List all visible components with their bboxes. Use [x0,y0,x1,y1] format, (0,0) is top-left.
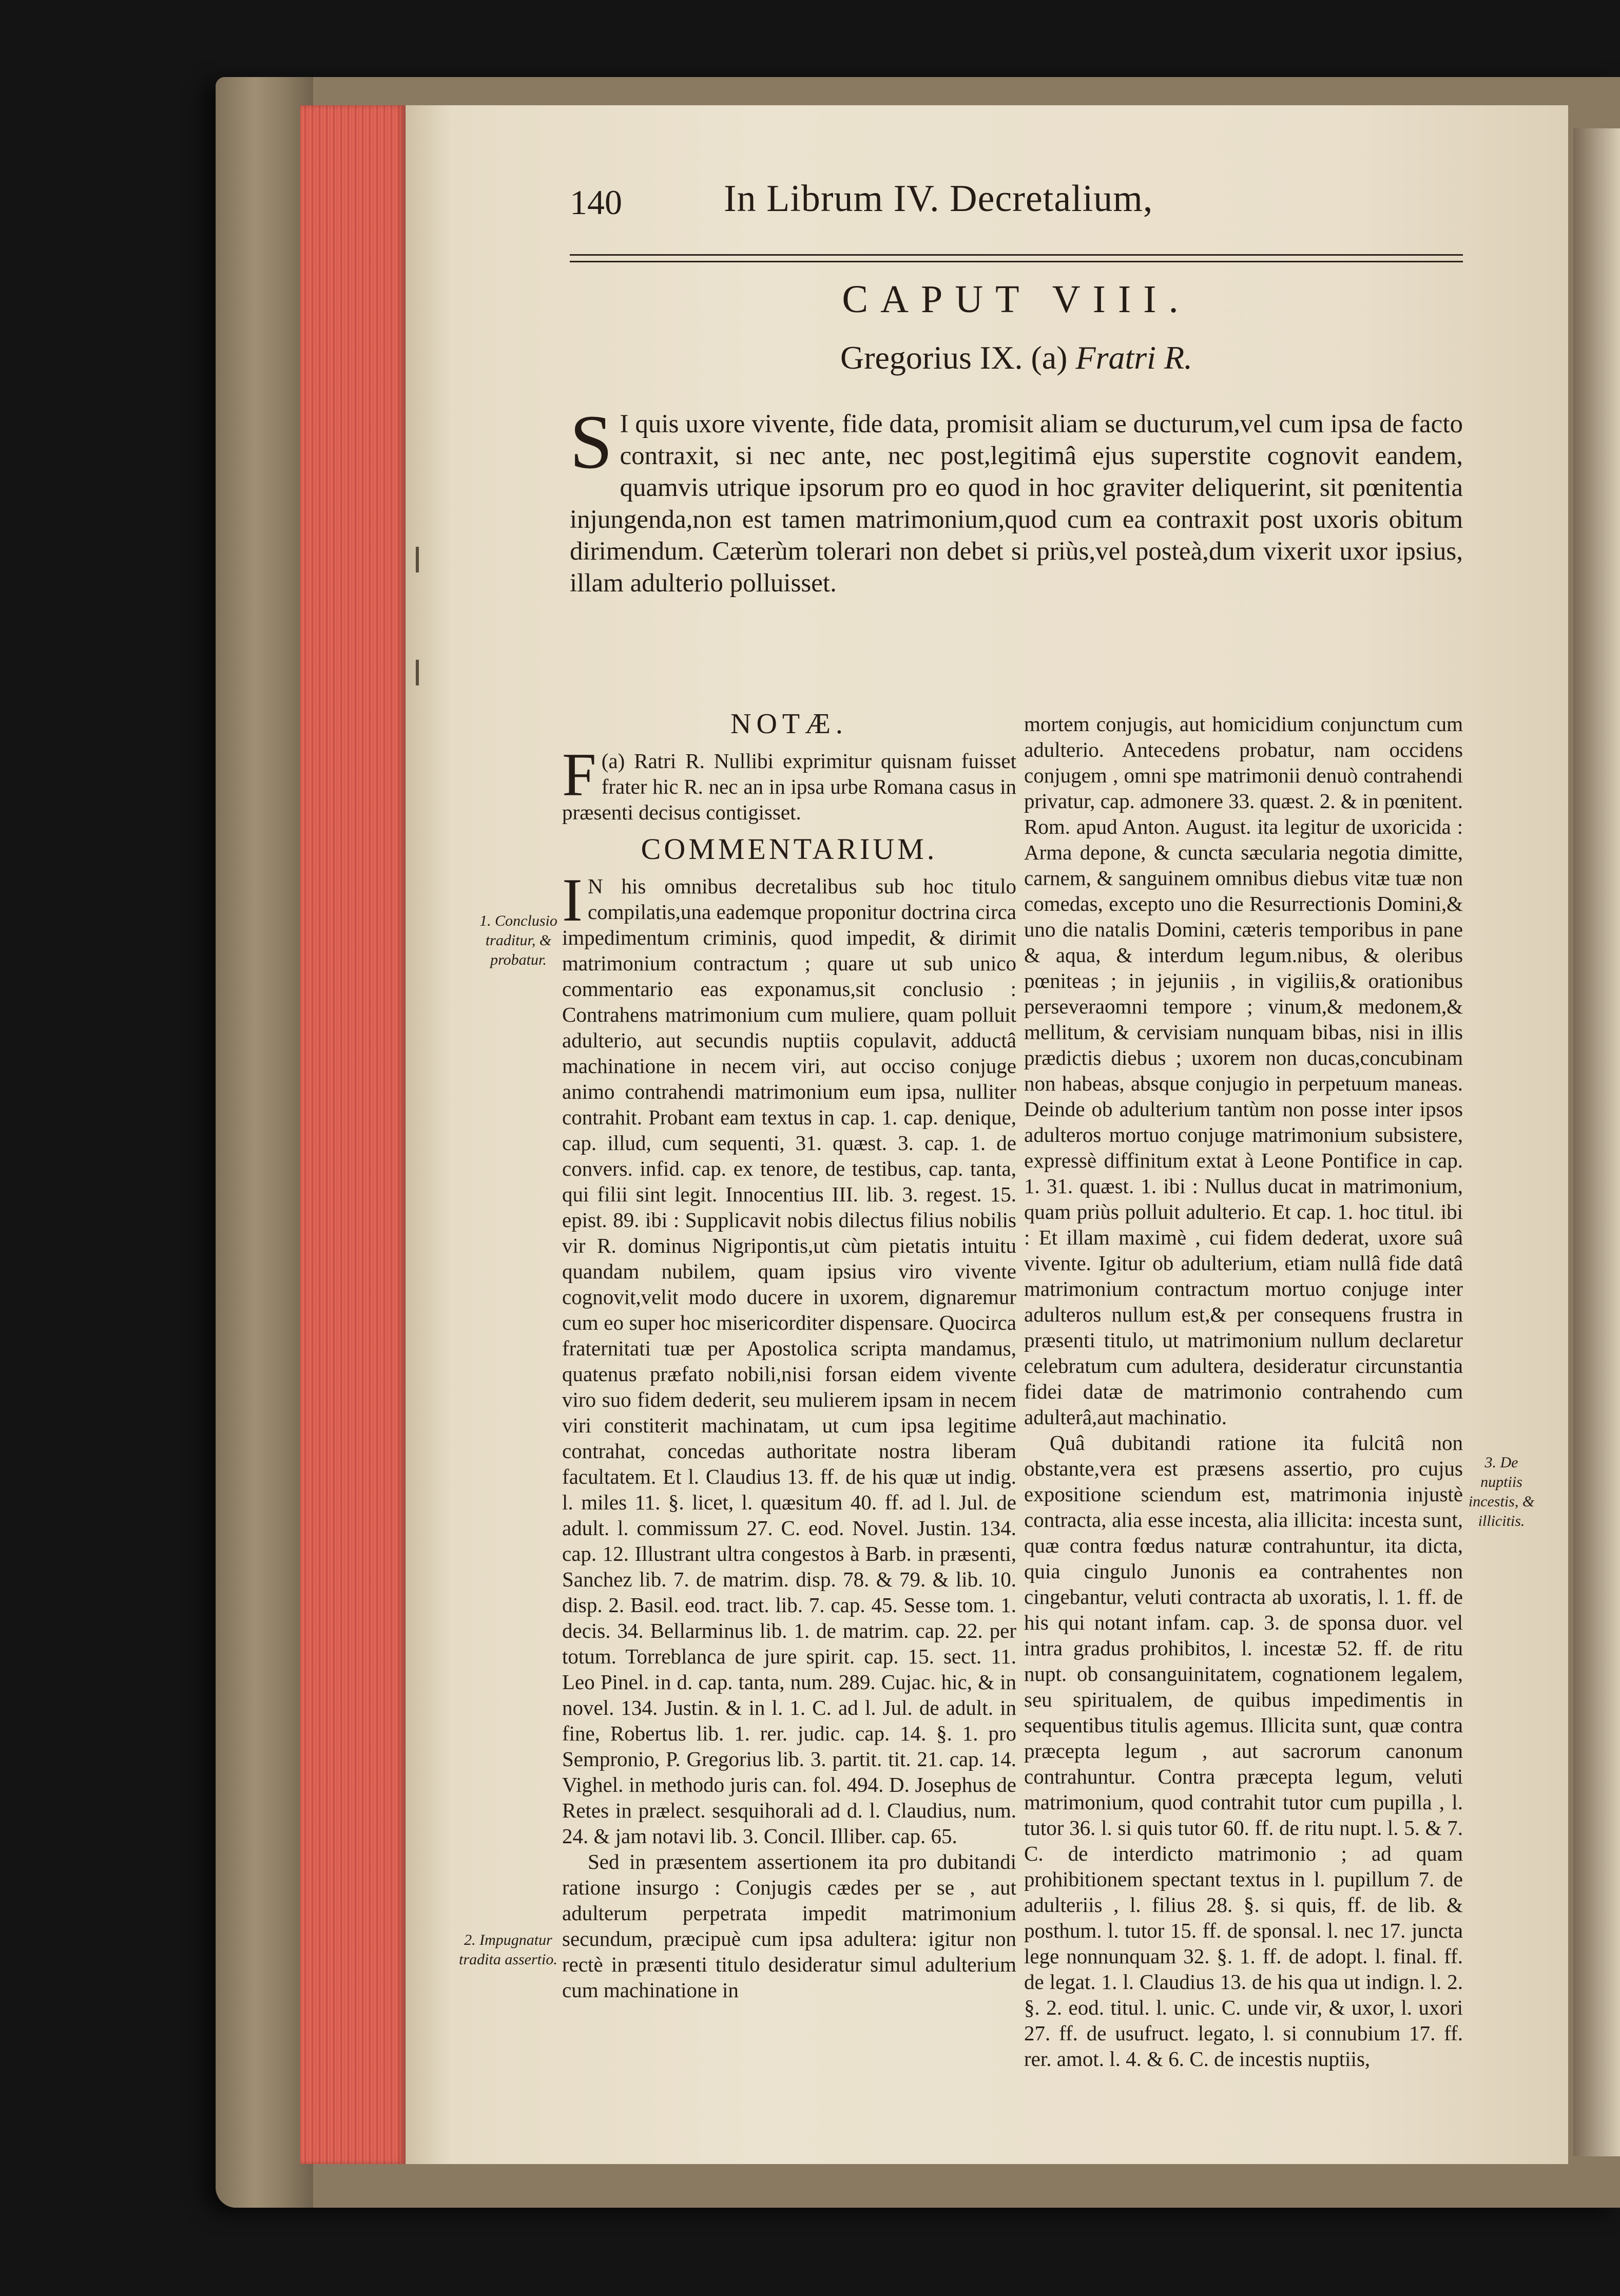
left-column [562,708,1016,2003]
binding-mark [416,660,419,685]
margin-note-2: 2. Impugnatur tradita assertio. [459,1931,557,1968]
right-column [1024,711,1463,2072]
decretal-dropcap: S [570,399,613,485]
commentarium-text-1: N his omnibus decretalibus sub hoc titulo compilatis,una eademque proponitur doctrina circa impedimentum criminis, quod impedit, & dirimit matrimonium contractum ; quare ut sub unico commentario eas exponamus,sit conclusio : Contrahens matrimonium cum muliere, quam polluit adulterio, aut secundis nuptiis copulavit, adductâ machinatione in necem viri, aut occiso conjuge animo contrahendi matrimonium eum ipsa, nulliter contrahit. Probant eam textus in cap. 1. cap. denique, cap. illud, cum sequenti, 31. quæst. 3. cap. 1. de convers. infid. cap. ex tenore, de testibus, cap. tanta, qui filii sint legit. Innocentius III. lib. 3. regest. 15. epist. 89. ibi : Supplicavit nobis dilectus filius nobilis vir R. dominus Nigripontis,ut cùm pietatis intuitu quandam nubilem, quam ipsius viro vivente cognovit,velit modo ducere in uxorem, dignaremur cum eo super hoc misericorditer dispensare. Quocirca fraternitati tuæ per Apostolica scripta mandamus, quatenus præfato nobili,nisi forsan eidem vivente viro suo fidem dederit, seu mulierem ipsam in necem viri constiterit machinatam, ut cum ipsa legitime contrahat, concedas authoritate nostra liberam facultatem. Et l. Claudius 13. ff. de his quæ ut indig. l. miles 11. §. licet, l. quæsitum 40. ff. ad l. Jul. de adult. l. commissum 27. C. eod. Novel. Justin. 134. cap. 12. Illustrant ultra congestos à Barb. in præsenti, Sanchez lib. 7. de matrim. disp. 78. & 79. & lib. 10. disp. 2. Basil. eod. tract. lib. 7. cap. 45. Sesse tom. 1. decis. 34. Bellarminus lib. 1. de matrim. cap. 22. per totum. Torreblanca de jure spirit. cap. 15. sect. 11. Leo Pinel. in d. cap. tanta, num. 289. Cujac. hic, & in novel. 134. Justin. & in l. 1. C. ad l. Jul. de adult. in fine, Robertus lib. 1. rer. judic. cap. 14. §. 1. pro Sempronio, P. Gregorius lib. 3. partit. tit. 21. cap. 14. Vighel. in methodo juris can. fol. 494. D. Josephus de Retes in prælect. sesquihorali ad d. l. Claudius, num. 24. & jam notavi lib. 3. Concil. Illiber. cap. 65. [562,874,1016,1848]
chapter-title: CAPUT VIII. [842,278,1191,321]
notae-title: NOTÆ. [730,708,848,740]
notae-paragraph [562,740,1016,825]
notae-marker: (a) [601,749,625,773]
page [406,105,1568,2164]
chapter-subtitle [570,339,1463,377]
header-rule [570,254,1463,262]
book-cover-edge [216,77,313,2208]
commentarium-paragraph-4: Quâ dubitandi ratione ita fulcitâ non obstante,vera est præsens assertio, pro cujus expositione sciendum est, matrimonia injustè contracta, alia esse incesta, alia illicita: incesta sunt, quæ contra fœdus naturæ contrahuntur, ita dicta, quia cingulo Junonis ea contrahentes non cingebantur, veluti contracta ab uxoratis, l. 1. ff. de his qui notant infam. cap. 3. de sponsa duor. vel intra gradus prohibitos, l. incestæ 52. ff. de ritu nupt. ob consanguinitatem, cognationem legalem, seu spiritualem, de quibus impedimentis in sequentibus titulis agemus. Illicita sunt, quæ contra præcepta legum , aut sacrorum canonum contrahuntur. Contra præcepta legum, veluti matrimonium, quod contrahit tutor cum pupilla , l. tutor 36. l. si quis tutor 60. ff. de ritu nupt. l. 5. & 7. C. de interdicto matrimonio ; ad quam prohibitionem spectant textus in l. pupillum 7. de adulteriis , l. filius 28. §. si quis, ff. de lib. & posthum. l. tutor 15. ff. de sponsal. l. nec 17. juncta lege nonnunquam 32. §. 1. ff. de adopt. l. final. ff. de legat. 1. l. Claudius 13. de his qua ut indign. l. 2. §. 2. eod. titul. l. unic. C. unde vir, & uxor, l. uxori 27. ff. de usufruct. legato, l. si connubium 17. ff. rer. amot. l. 4. & 6. C. de incestis nuptiis, [1024,1431,1463,2071]
notae-text: Ratri R. Nullibi exprimitur quisnam fuisset frater hic R. nec an in ipsa urbe Romana casus in præsenti decisus contigisset. [562,749,1016,824]
commentarium-title: COMMENTARIUM. [641,832,938,866]
binding-mark [416,547,419,572]
subtitle-recipient: Fratri R. [1075,339,1193,376]
margin-note-3: 3. De nuptiis incestis, & illicitis. [1468,1454,1535,1529]
notae-dropcap: F [562,740,596,809]
page-header [570,178,1371,234]
commentarium-paragraph-2: Sed in præsentem assertionem ita pro dubitandi ratione insurgo : Conjugis cædes per se , aut adulterum perpetrata impedit matrimonium secundum, præcipuè cum ipsa adultera: igitur non rectè in præsenti titulo desideratur simul adulterium cum machinatione in [562,1850,1016,2002]
commentarium-paragraph-3: mortem conjugis, aut homicidium conjunctum cum adulterio. Antecedens probatur, nam occidens conjugem , omni spe matrimonii denuò contrahendi privatur, cap. admonere 33. quæst. 2. & in pœnitent. Rom. apud Anton. August. ita legitur de uxoricida : Arma depone, & cuncta sæcularia negotia dimitte, carnem, & sanguinem omnibus diebus vitæ tuæ non comedas, excepto uno die Resurrectionis Domini,& uno die natalis Domini, cæteris temporibus in pane & aqua, & interdum legum.nibus, & oleribus pœniteas ; in jejuniis , in vigiliis,& orationibus perseveraomni tempore ; vinum,& medonem,& mellitum, & cervisiam nunquam bibas, nisi in illis prædictis diebus ; uxorem non ducas,concubinam non habeas, absque conjugio in perpetuum maneas. Deinde ob adulterium tantùm non posse inter ipsos adulteros mortuo conjuge matrimonium subsistere, expressè diffinitum extat à Leone Pontifice in cap. 1. 31. quæst. 1. ibi : Nullus ducat in matrimonium, quam priùs polluit adulterio. Et cap. 1. hoc titul. ibi : Et illam maximè , cui fidem dederat, uxore suâ vivente. Igitur ob adulterium, etiam nullâ fide datâ matrimonium contractum mortuo conjuge inter adulteros nullum est,& per consequens frustra in præsenti titulo, ut matrimonium nullum declaretur celebratum cum adultera, desideratur circunstantia fidei datæ de matrimonio contrahendo cum adulterâ,aut machinatio. [1024,712,1463,1429]
subtitle-author: Gregorius IX. [840,339,1023,376]
facing-page-edge [1573,128,1620,2156]
commentarium-paragraph-1 [562,866,1016,1849]
decretal-text [570,399,1463,599]
page-edges [300,105,406,2164]
running-head: In Librum IV. Decretalium, [724,178,1153,220]
commentarium-dropcap: I [562,866,583,934]
subtitle-note-marker: (a) [1031,339,1068,376]
decretal-body: I quis uxore vivente, fide data, promisit aliam se ducturum,vel cum ipsa de facto contraxit, si nec ante, nec post,legitimâ ejus superstite cognovit eandem, quamvis utrique ipsorum pro eo quod in hoc graviter deliquerint, sit pœnitentia injungenda,non est tamen matrimonium,quod cum ea contraxit post uxoris obitum dirimendum. Cæterùm tolerari non debet si priùs,vel posteà,dum vixerit uxor ipsius, illam adulterio polluisset. [570,410,1463,598]
margin-note-1: 1. Conclusio traditur, & probatur. [479,912,557,968]
page-number: 140 [570,183,622,222]
